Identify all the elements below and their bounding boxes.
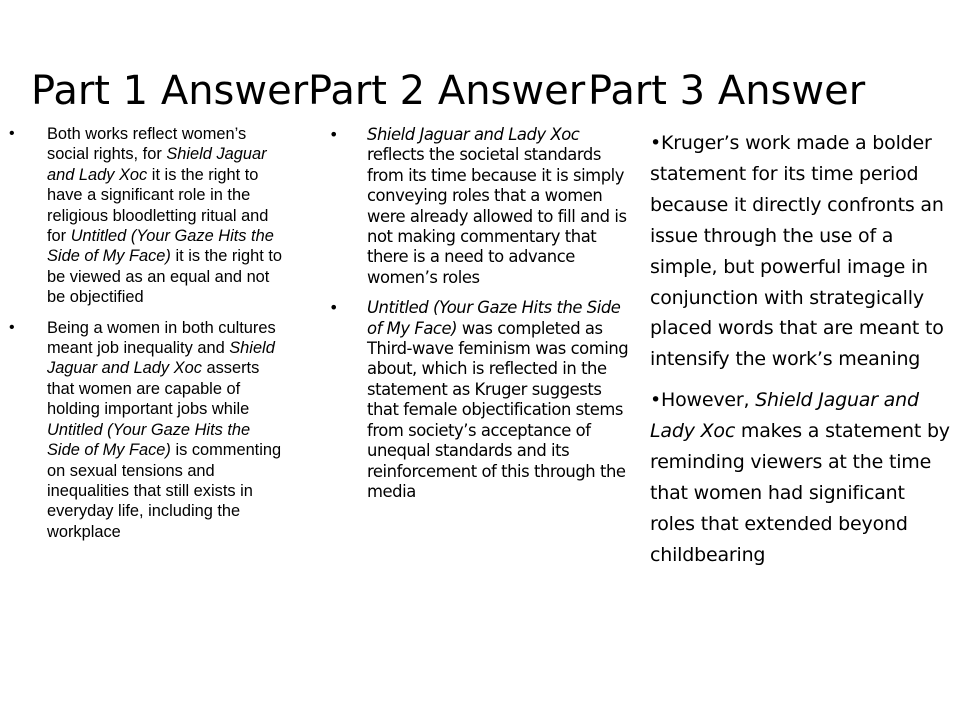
part3-answer-list	[650, 128, 950, 581]
artwork-title: Shield Jaguar and Lady Xoc	[47, 339, 275, 378]
artwork-title: Shield Jaguar and Lady Xoc	[367, 125, 580, 144]
artwork-title: Untitled (Your Gaze Hits the Side of My Face)	[47, 227, 274, 266]
part2-bullet-1: • Shield Jaguar and Lady Xoc reflects the societal standards from its time because it is simply conveying roles that a women were already allowed to fill and is not making commentary that there is a need to advance women’s roles	[367, 125, 629, 288]
part3-bullet-1: •Kruger’s work made a bolder statement for its time period because it directly confronts an issue through the use of a simple, but powerful image in conjunction with strategically placed words that are meant to intensify the work’s meaning	[650, 132, 944, 371]
part3-heading: Part 3 Answer	[588, 68, 866, 114]
part2-answer-list	[367, 125, 629, 512]
bullet-glyph: •	[650, 132, 662, 154]
part1-heading: Part 1 Answer	[31, 68, 309, 114]
part1-bullet-2: • Being a women in both cultures meant job inequality and Shield Jaguar and Lady Xoc asserts that women are capable of holding important jobs while Untitled (Your Gaze Hits the Side of My Face) is commenting on sexual tensions and inequalities that still exists in everyday life, including the workplace	[47, 318, 287, 542]
artwork-title: Untitled (Your Gaze Hits the Side of My Face)	[47, 420, 251, 460]
part2-heading: Part 2 Answer	[308, 68, 586, 114]
artwork-title: Shield Jaguar and Lady Xoc	[47, 145, 267, 184]
part2-bullet-2: • Untitled (Your Gaze Hits the Side of My Face) was completed as Third-wave feminism was coming about, which is reflected in the statement as Kruger suggests that female objectification stems from society’s acceptance of unequal standards and its reinforcement of this through the media	[367, 298, 629, 502]
part3-bullet-2: •However, Shield Jaguar and Lady Xoc makes a statement by reminding viewers at the time that women had significant roles that extended beyond childbearing	[650, 389, 950, 566]
artwork-title: Shield Jaguar and Lady Xoc	[650, 389, 919, 443]
artwork-title: Untitled (Your Gaze Hits the Side of My Face)	[367, 298, 621, 338]
part1-answer-list	[47, 124, 287, 552]
slide-title	[0, 63, 960, 119]
part1-bullet-1: • Both works reflect women’s social rights, for Shield Jaguar and Lady Xoc it is the right to have a significant role in the religious bloodletting ritual and for Untitled (Your Gaze Hits the Side of My Face) it is the right to be viewed as an equal and not be objectified	[47, 124, 287, 308]
bullet-glyph: •	[650, 389, 662, 412]
